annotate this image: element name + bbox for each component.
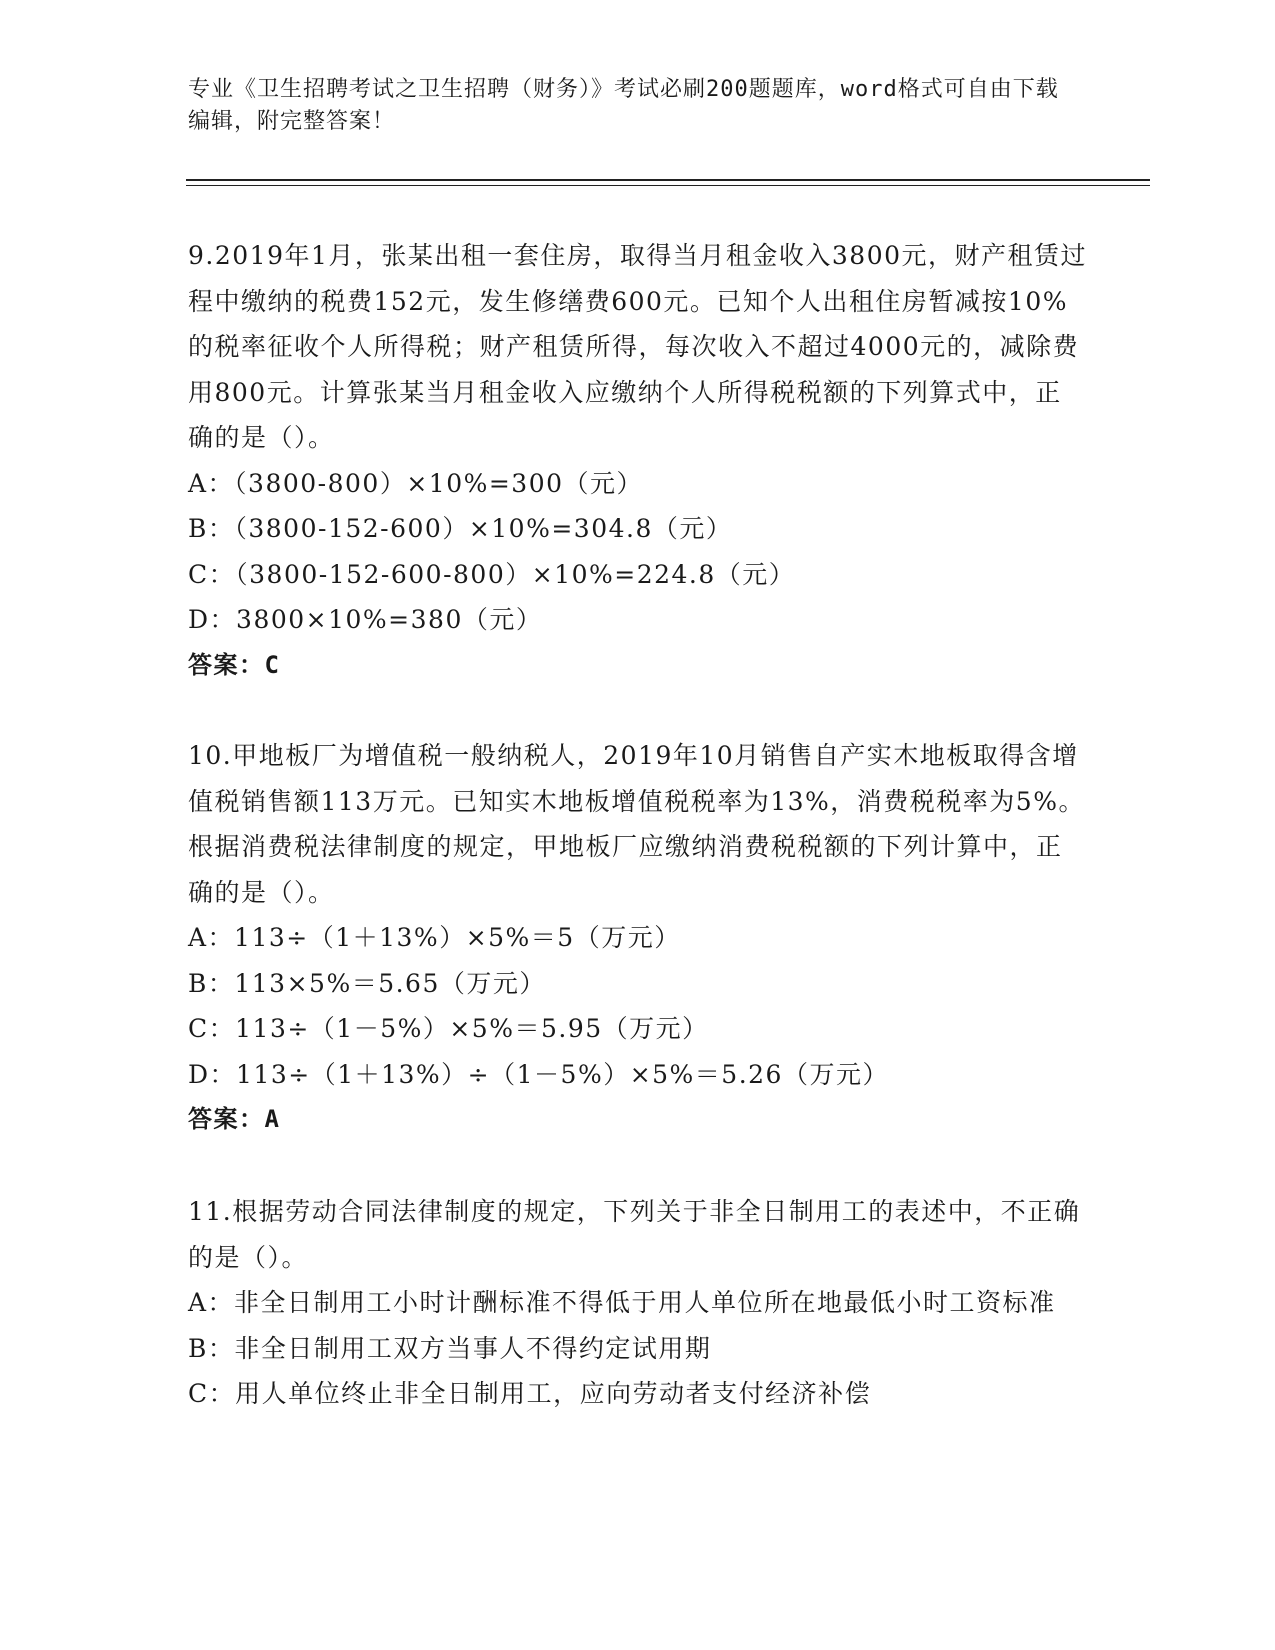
question-stem: 11.根据劳动合同法律制度的规定，下列关于非全日制用工的表述中，不正确的是（）。 [188,1197,1081,1272]
option-c: C：（3800-152-600-800）×10%=224.8（元） [188,559,796,589]
question-10 [188,733,1088,1143]
option-d: D：3800×10%=380（元） [188,605,543,634]
option-a: A：非全日制用工小时计酬标准不得低于用人单位所在地最低小时工资标准 [188,1288,1056,1317]
option-c: C：113÷（1－5%）×5%＝5.95（万元） [188,1014,709,1043]
header-divider [186,179,1150,181]
answer-label: 答案：C [188,650,281,679]
header-divider-thin [186,185,1150,186]
option-d: D：113÷（1＋13%）÷（1－5%）×5%＝5.26（万元） [188,1059,889,1089]
question-stem: 10.甲地板厂为增值税一般纳税人，2019年10月销售自产实木地板取得含增值税销售额113万元。已知实木地板增值税税率为13%，消费税税率为5%。根据消费税法律制度的规定，甲地板厂应缴纳消费税税额的下列计算中，正确的是（）。 [188,741,1085,907]
question-9 [188,233,1088,688]
option-a: A：（3800-800）×10%=300（元） [188,468,644,498]
question-stem: 9.2019年1月，张某出租一套住房，取得当月租金收入3800元，财产租赁过程中缴纳的税费152元，发生修缮费600元。已知个人出租住房暂减按10%的税率征收个人所得税；财产租赁所得，每次收入不超过4000元的，减除费用800元。计算张某当月租金收入应缴纳个人所得税税额的下列算式中，正确的是（）。 [188,241,1088,452]
answer-label: 答案：A [188,1105,281,1133]
option-b: B：113×5%＝5.65（万元） [188,968,546,998]
question-11 [188,1189,1088,1417]
document-header: 专业《卫生招聘考试之卫生招聘（财务）》考试必刷200题题库，word格式可自由下载编辑，附完整答案！ [188,77,1059,134]
option-a: A：113÷（1＋13%）×5%＝5（万元） [188,923,681,952]
option-c: C：用人单位终止非全日制用工，应向劳动者支付经济补偿 [188,1379,872,1408]
option-b: B：（3800-152-600）×10%=304.8（元） [188,514,733,543]
option-b: B：非全日制用工双方当事人不得约定试用期 [188,1333,712,1363]
